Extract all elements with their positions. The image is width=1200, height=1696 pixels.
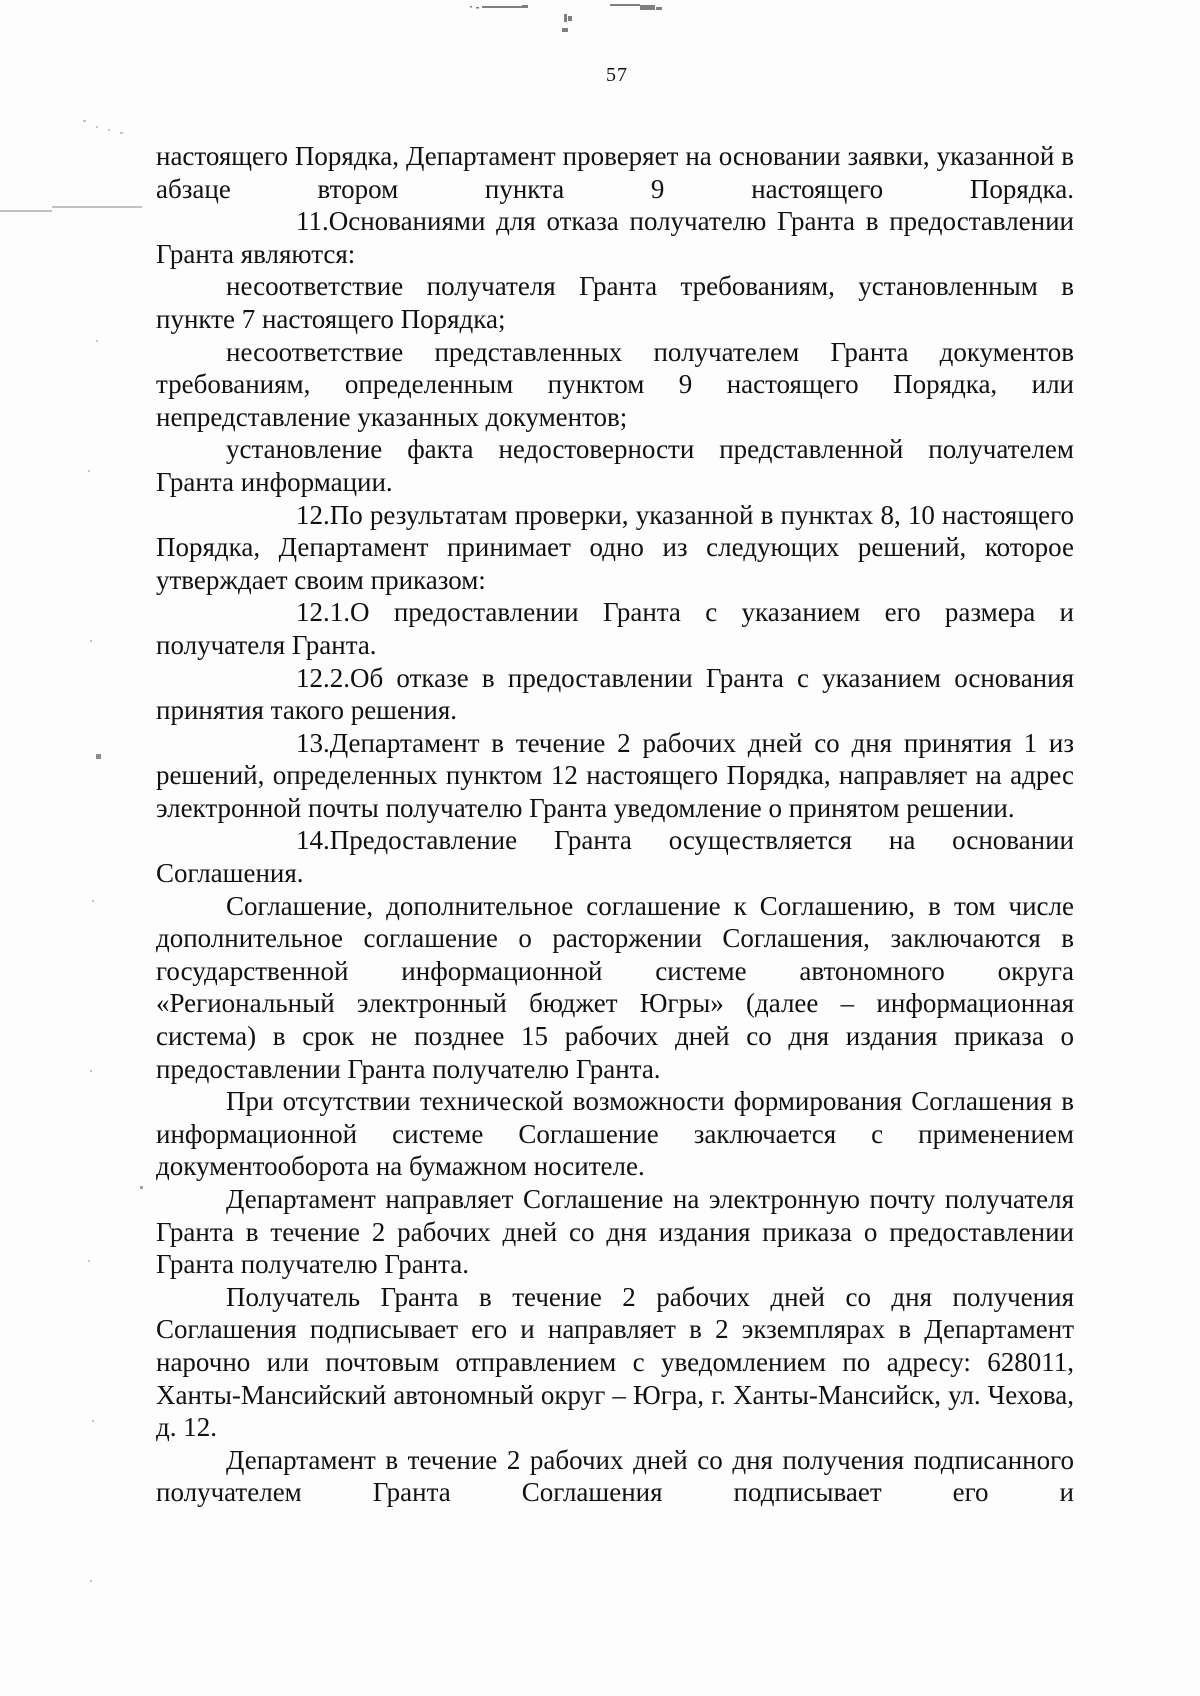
agreement-paragraph-1: Соглашение, дополнительное соглашение к Соглашению, в том числе дополнительное соглашение о расторжении Соглашения, заключаются в государственной информационной системе автономного округа «Региональный электронный бюджет Югры» (далее – информационная система) в срок не позднее 15 рабочих дней со дня издания приказа о предоставлении Гранта получателю Гранта. — [156, 890, 1074, 1084]
clause-text: О предоставлении Гранта с указанием его размера и получателя Гранта. — [156, 597, 1074, 660]
clause-number: 14. — [296, 825, 330, 856]
scan-artifact-top — [470, 0, 720, 40]
clause-number: 12.1. — [296, 597, 350, 628]
page-number: 57 — [606, 64, 628, 86]
clause-number: 11. — [296, 206, 329, 237]
clause-number: 13. — [296, 727, 330, 758]
clause-12 — [156, 499, 1074, 597]
agreement-paragraph-3: Департамент направляет Соглашение на электронную почту получателя Гранта в течение 2 рабочих дней со дня издания приказа о предоставлении Гранта получателю Гранта. — [156, 1184, 1074, 1280]
agreement-paragraph-5: Департамент в течение 2 рабочих дней со дня получения подписанного получателем Гранта Соглашения подписывает его и — [156, 1444, 1074, 1508]
refusal-ground-2: несоответствие представленных получателем Гранта документов требованиям, определенным пунктом 9 настоящего Порядка, или непредставление указанных документов; — [156, 336, 1074, 432]
clause-text: Департамент в течение 2 рабочих дней со дня принятия 1 из решений, определенных пунктом 12 настоящего Порядка, направляет на адрес электронной почты получателю Гранта уведомление о принятом решении. — [156, 727, 1074, 823]
clause-11 — [156, 205, 1074, 270]
scan-artifact-left-margin — [0, 0, 160, 1696]
clause-text: По результатам проверки, указанной в пунктах 8, 10 настоящего Порядка, Департамент принимает одно из следующих решений, которое утверждает своим приказом: — [156, 499, 1074, 595]
document-body — [156, 140, 1074, 1509]
clause-text: Предоставление Гранта осуществляется на основании Соглашения. — [156, 825, 1074, 889]
clause-number: 12.2. — [296, 662, 350, 693]
clause-text: Об отказе в предоставлении Гранта с указанием основания принятия такого решения. — [156, 662, 1074, 726]
agreement-paragraph-2: При отсутствии технической возможности формирования Соглашения в информационной системе Соглашение заключается с применением документооборота на бумажном носителе. — [156, 1086, 1074, 1182]
clause-text: Основаниями для отказа получателю Гранта в предоставлении Гранта являются: — [156, 206, 1074, 269]
clause-number: 12. — [296, 499, 330, 530]
clause-14 — [156, 824, 1074, 889]
agreement-paragraph-4: Получатель Гранта в течение 2 рабочих дней со дня получения Соглашения подписывает его и направляет в 2 экземплярах в Департамент нарочно или почтовым отправлением с уведомлением по адресу: 628011, Ханты-Мансийский автономный округ – Югра, г. Ханты-Мансийск, ул. Чехова, д. 12. — [156, 1281, 1074, 1443]
refusal-ground-3: установление факта недостоверности представленной получателем Гранта информации. — [156, 434, 1074, 497]
paragraph-continuation: настоящего Порядка, Департамент проверяет на основании заявки, указанной в абзаце втором пункта 9 настоящего Порядка. — [156, 141, 1074, 204]
clause-12-2 — [156, 662, 1074, 727]
clause-12-1 — [156, 596, 1074, 661]
clause-13 — [156, 727, 1074, 825]
refusal-ground-1: несоответствие получателя Гранта требованиям, установленным в пункте 7 настоящего Порядка; — [156, 271, 1074, 334]
